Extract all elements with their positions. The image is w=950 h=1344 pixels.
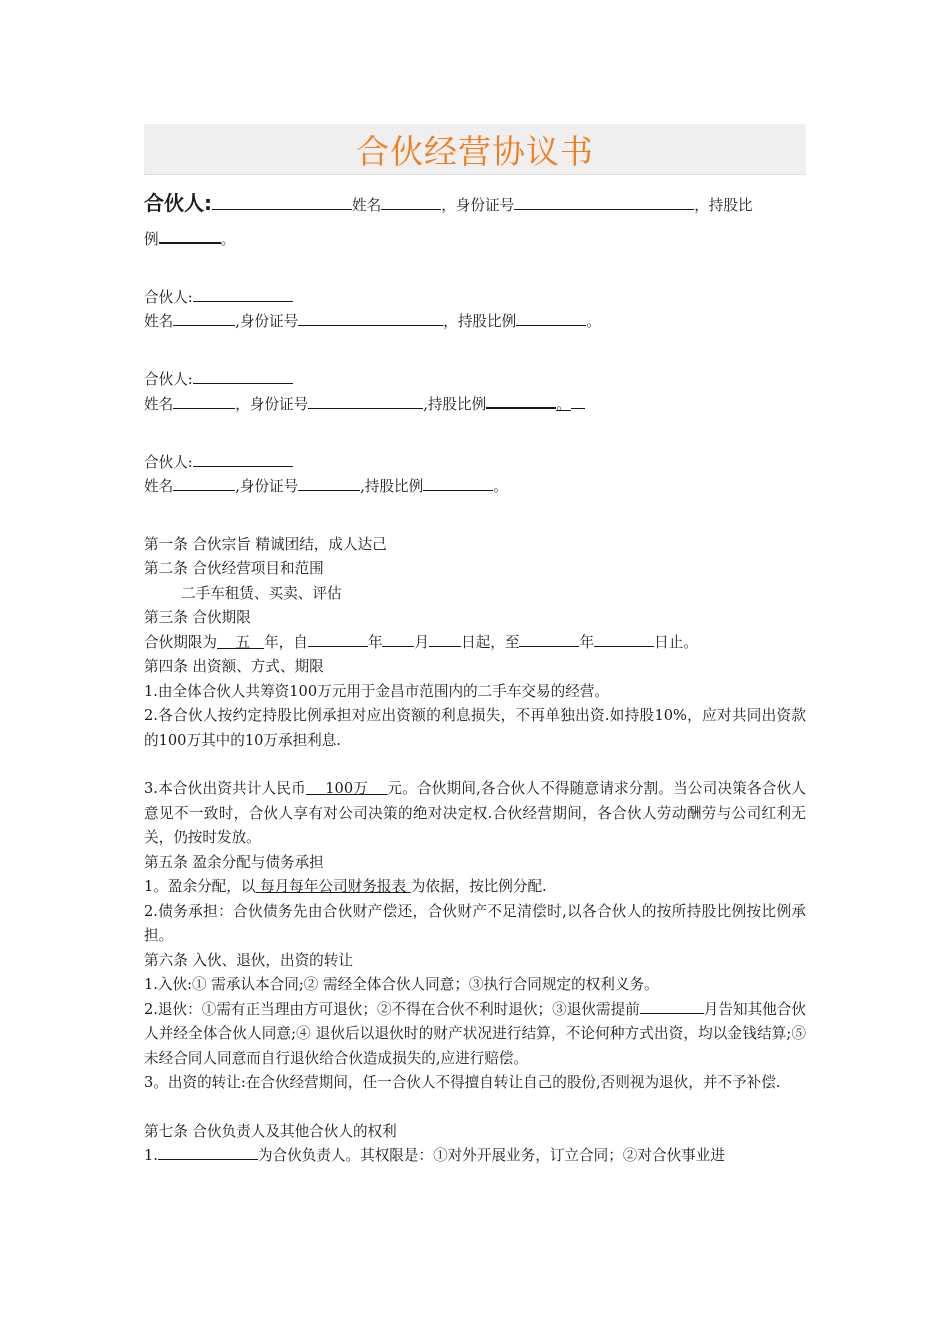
article-4-clause-2: 2.各合伙人按约定持股比例承担对应出资额的利息损失，不再单独出资.如持股10%，应对共同出资款的100万其中的10万承担利息. [144, 707, 806, 749]
partner-2-details: 姓名 ,身份证号 ，持股比例 。 [144, 310, 806, 335]
article-6-clause-3: 3。出资的转让:在合伙经营期间，任一合伙人不得擅自转让自己的股份,否则视为退伙，并不予补偿. [144, 1074, 781, 1091]
capital-amount: 100万 [325, 780, 369, 797]
page-title: 合伙经营协议书 [356, 131, 594, 171]
partner-3-details: 姓名 ，身份证号 ,持股比例 。 [144, 392, 806, 418]
article-4-clause-3: 3.本合伙出资共计人民币 100万 元。合伙期间,各合伙人不得随意请求分割。当公司决策各合伙人意见不一致时，合伙人享有对公司决策的绝对决定权.合伙经营期间，各合伙人劳动酬劳与公司红利无关，仍按时发放。 [144, 780, 806, 846]
blank-field[interactable] [173, 393, 235, 409]
blank-field[interactable] [382, 631, 414, 647]
article-6-clause-1: 1.入伙:① 需承认本合同;② 需经全体合伙人同意；③执行合同规定的权利义务。 [144, 976, 659, 993]
blank-field[interactable] [429, 631, 461, 647]
article-5-clause-2: 2.债务承担：合伙债务先由合伙财产偿还，合伙财产不足清偿时,以各合伙人的按所持股比例按比例承担。 [144, 902, 806, 944]
blank-field[interactable] [158, 1144, 258, 1160]
partner-1-line-1: 合伙人: 姓名 ，身份证号 ，持股比 [144, 191, 753, 215]
article-3: 第三条 合伙期限 [144, 609, 251, 626]
article-6: 第六条 入伙、退伙，出资的转让 [144, 951, 353, 969]
article-4-clause-1: 1.由全体合伙人共筹资100万元用于金昌市范围内的二手车交易的经营。 [144, 682, 610, 700]
blank-field[interactable] [212, 194, 352, 210]
blank-field[interactable] [486, 392, 556, 409]
blank-field[interactable] [514, 194, 694, 210]
partner-4-details: 姓名 ,身份证号 ,持股比例 。 [144, 475, 806, 500]
distribution-basis: 每月每年公司财务报表 [260, 878, 407, 895]
blank-field[interactable] [308, 393, 423, 409]
partner-2-label: 合伙人: [144, 286, 806, 311]
article-5: 第五条 盈余分配与债务承担 [144, 853, 324, 871]
article-3-body: 合伙期限为 五 年，自 年 月 日起，至 年 日止。 [144, 631, 806, 656]
blank-field[interactable] [308, 631, 368, 647]
blank-field[interactable] [571, 393, 585, 409]
blank-field[interactable] [423, 475, 493, 491]
document-body [144, 186, 806, 1169]
blank-field[interactable] [516, 310, 586, 326]
article-1: 第一条 合伙宗旨 精诚团结，成人达己 [144, 535, 387, 553]
blank-field[interactable] [173, 310, 235, 326]
article-4: 第四条 出资额、方式、期限 [144, 658, 324, 675]
term-years: 五 [235, 633, 251, 651]
blank-field[interactable] [159, 227, 221, 244]
blank-field[interactable] [193, 451, 293, 467]
article-2: 第二条 合伙经营项目和范围 [144, 560, 324, 577]
article-7-clause-1: 1. 为合伙负责人。其权限是：①对外开展业务，订立合同；②对合伙事业进 [144, 1144, 806, 1169]
blank-field[interactable] [173, 475, 235, 491]
blank-field[interactable] [298, 310, 443, 326]
blank-field[interactable] [381, 194, 441, 210]
partner-4-label: 合伙人: [144, 451, 806, 476]
blank-field[interactable] [193, 286, 293, 302]
blank-field[interactable] [594, 631, 654, 647]
article-6-clause-2: 2.退伙：①需有正当理由方可退伙；②不得在合伙不利时退伙；③退伙需提前 月告知其他合伙人并经全体合伙人同意;④ 退伙后以退伙时的财产状况进行结算，不论何种方式出资，均以金钱结算;⑤ 未经合同人同意而自行退伙给合伙造成损失的,应进行赔偿。 [144, 998, 806, 1072]
title-banner [144, 124, 806, 175]
blank-field[interactable] [298, 475, 360, 491]
partner-1-line-2: 例 。 [144, 227, 806, 253]
article-2-body: 二手车租赁、买卖、评估 [181, 584, 342, 602]
article-7: 第七条 合伙负责人及其他合伙人的权利 [144, 1122, 397, 1140]
blank-field[interactable] [193, 368, 293, 384]
partner-3-label: 合伙人: [144, 368, 806, 393]
article-5-clause-1: 1。盈余分配，以 每月每年公司财务报表 为依据，按比例分配. [144, 878, 547, 895]
blank-field[interactable] [640, 998, 704, 1014]
blank-field[interactable] [519, 631, 579, 647]
